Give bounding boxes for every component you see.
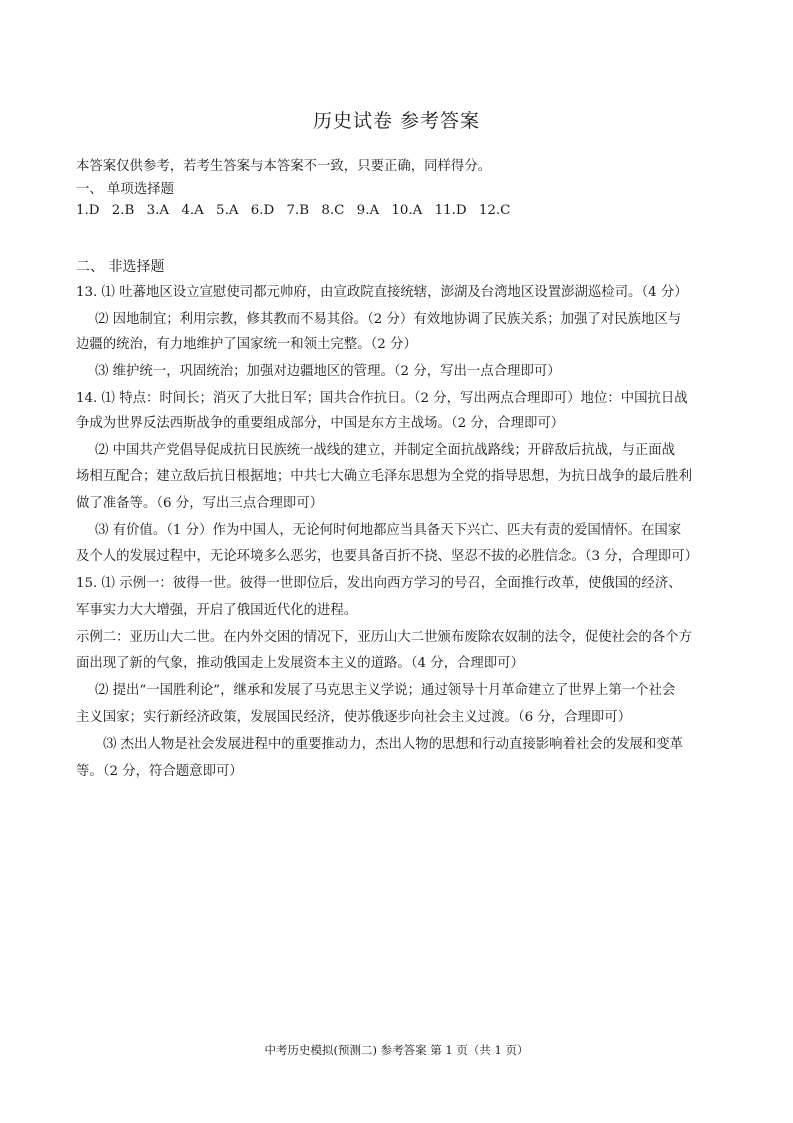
q14-part3-cont: 及个人的发展过程中，无论环境多么恶劣，也要具备百折不挠、坚忍不拔的必胜信念。（3 分，合理即可） (76, 549, 699, 564)
answer-note: 本答案仅供参考，若考生答案与本答案不一致，只要正确，同样得分。 (76, 159, 492, 174)
q15-part2: ⑵ 提出“一国胜利论”，继承和发展了马克思主义学说；通过领导十月革命建立了世界上第一个社会 (95, 683, 676, 698)
q14-part1-cont: 争成为世界反法西斯战争的重要组成部分，中国是东方主战场。（2 分，合理即可） (76, 416, 565, 431)
q15-part3-cont: 等。（2 分，符合题意即可） (76, 764, 243, 779)
q14-part1: 14. ⑴ 特点：时间长；消灭了大批日军；国共合作抗日。（2 分，写出两点合理即可）地位：中国抗日战 (76, 391, 688, 406)
multiple-choice-answers: 1.D 2.B 3.A 4.A 5.A 6.D 7.B 8.C 9.A 10.A 11.D 12.C (76, 203, 511, 218)
q14-part3: ⑶ 有价值。（1 分）作为中国人，无论何时何地都应当具备天下兴亡、匹夫有责的爱国情怀。在国家 (95, 523, 682, 538)
q14-part2-cont1: 场相互配合；建立敌后抗日根据地；中共七大确立毛泽东思想为全党的指导思想，为抗日战争的最后胜利 (76, 469, 692, 484)
page-footer: 中考历史模拟(预测二) 参考答案 第 1 页（共 1 页） (264, 1043, 529, 1057)
section1-heading: 一、 单项选择题 (76, 182, 174, 197)
q13-part1: 13. ⑴ 吐蕃地区设立宣慰使司都元帅府，由宣政院直接统辖，澎湖及台湾地区设置澎湖巡检司。（4 分） (76, 285, 688, 300)
q13-part3: ⑶ 维护统一，巩固统治；加强对边疆地区的管理。（2 分，写出一点合理即可） (95, 364, 561, 379)
q14-part2-cont2: 做了准备等。（6 分，写出三点合理即可） (76, 496, 324, 511)
q15-part3: ⑶ 杰出人物是社会发展进程中的重要推动力，杰出人物的思想和行动直接影响着社会的发展和变革 (103, 737, 684, 752)
q15-example2: 示例二：亚历山大二世。在内外交困的情况下，亚历山大二世颁布废除农奴制的法令，促使社会的各个方 (76, 630, 692, 645)
q13-part2: ⑵ 因地制宜；利用宗教，修其教而不易其俗。（2 分）有效地协调了民族关系；加强了对民族地区与 (95, 312, 682, 327)
q13-part2-cont: 边疆的统治，有力地维护了国家统一和领土完整。（2 分） (76, 337, 417, 352)
q15-example2-cont: 面出现了新的气象，推动俄国走上发展资本主义的道路。（4 分，合理即可） (76, 656, 524, 671)
section2-heading: 二、 非选择题 (76, 259, 165, 275)
q15-part2-cont: 主义国家；实行新经济政策，发展国民经济，使苏俄逐步向社会主义过渡。（6 分，合理即可） (76, 710, 632, 725)
q15-part1-cont: 军事实力大大增强，开启了俄国近代化的进程。 (76, 603, 358, 618)
page-title: 历史试卷 参考答案 (312, 110, 481, 132)
q14-part2: ⑵ 中国共产党倡导促成抗日民族统一战线的建立，并制定全面抗战路线；开辟敌后抗战，与正面战 (95, 443, 676, 458)
q15-part1: 15. ⑴ 示例一：彼得一世。彼得一世即位后，发出向西方学习的号召，全面推行改革，使俄国的经济、 (76, 576, 682, 591)
